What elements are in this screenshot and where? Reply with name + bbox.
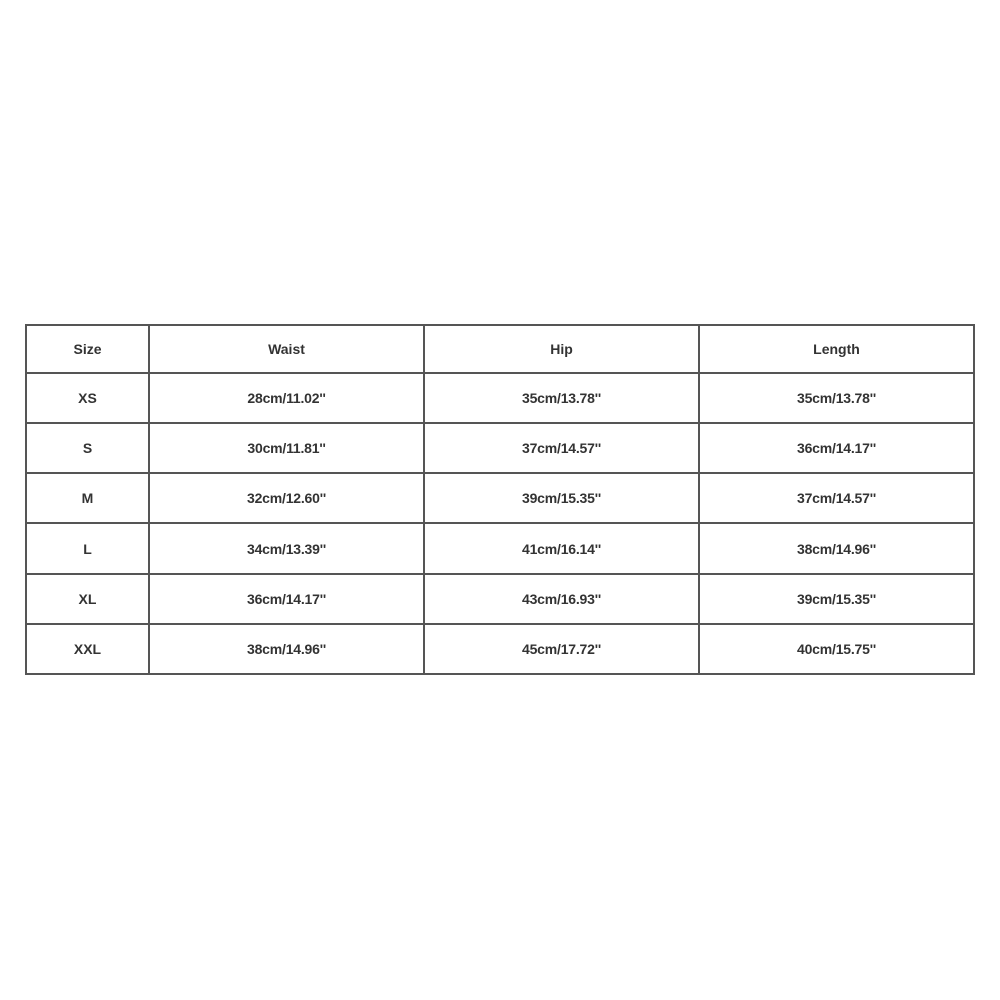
cell-length: 38cm/14.96'' <box>699 523 974 573</box>
table-row <box>26 373 974 423</box>
header-hip: Hip <box>424 325 699 373</box>
cell-length: 36cm/14.17'' <box>699 423 974 473</box>
cell-size: XS <box>26 373 149 423</box>
cell-hip: 39cm/15.35'' <box>424 473 699 523</box>
cell-size: XXL <box>26 624 149 674</box>
cell-hip: 37cm/14.57'' <box>424 423 699 473</box>
header-length: Length <box>699 325 974 373</box>
table-row <box>26 473 974 523</box>
cell-hip: 35cm/13.78'' <box>424 373 699 423</box>
table-row <box>26 624 974 674</box>
cell-size: L <box>26 523 149 573</box>
cell-length: 39cm/15.35'' <box>699 574 974 624</box>
cell-waist: 30cm/11.81'' <box>149 423 424 473</box>
header-waist: Waist <box>149 325 424 373</box>
cell-hip: 41cm/16.14'' <box>424 523 699 573</box>
cell-length: 40cm/15.75'' <box>699 624 974 674</box>
cell-size: S <box>26 423 149 473</box>
cell-size: XL <box>26 574 149 624</box>
header-size: Size <box>26 325 149 373</box>
table-row <box>26 523 974 573</box>
cell-waist: 38cm/14.96'' <box>149 624 424 674</box>
cell-length: 35cm/13.78'' <box>699 373 974 423</box>
table-header-row <box>26 325 974 373</box>
cell-hip: 43cm/16.93'' <box>424 574 699 624</box>
cell-hip: 45cm/17.72'' <box>424 624 699 674</box>
table-row <box>26 423 974 473</box>
cell-waist: 28cm/11.02'' <box>149 373 424 423</box>
size-chart-table <box>25 324 975 675</box>
cell-waist: 36cm/14.17'' <box>149 574 424 624</box>
cell-waist: 32cm/12.60'' <box>149 473 424 523</box>
cell-waist: 34cm/13.39'' <box>149 523 424 573</box>
cell-size: M <box>26 473 149 523</box>
cell-length: 37cm/14.57'' <box>699 473 974 523</box>
table-row <box>26 574 974 624</box>
